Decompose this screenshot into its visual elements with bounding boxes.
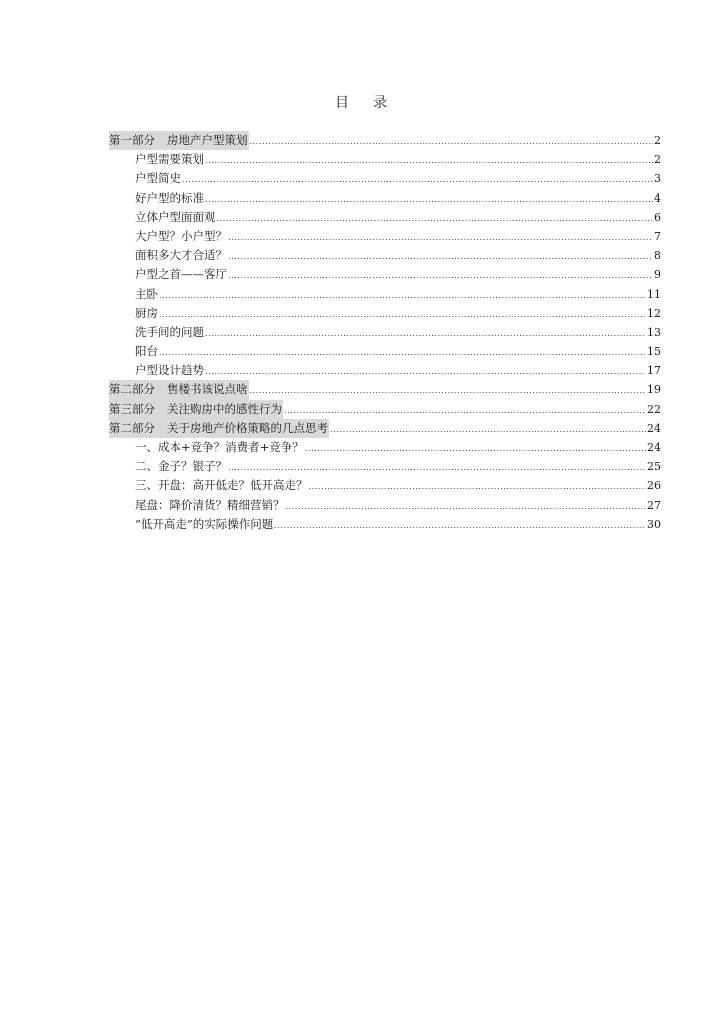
toc-entry-label <box>109 380 249 399</box>
toc-entry-label <box>135 169 181 188</box>
toc-entry-text: 阳台 <box>135 344 158 359</box>
toc-page-number: 3 <box>654 172 661 186</box>
toc-entry-text: 厨房 <box>135 305 158 320</box>
toc-section-entry[interactable] <box>109 227 661 246</box>
toc-page-number: 17 <box>647 364 661 378</box>
toc-entry-label <box>135 150 204 169</box>
toc-page-number: 24 <box>647 441 661 454</box>
dot-leader <box>205 324 646 343</box>
dot-leader <box>274 516 646 535</box>
toc-title-part1: 目 <box>335 95 351 111</box>
toc-page-number: 2 <box>654 134 661 147</box>
toc-page-number: 9 <box>654 268 661 282</box>
toc-part-prefix: 第一部分 <box>109 133 155 147</box>
toc-entry-text: 大户型？小户型？ <box>135 228 227 243</box>
toc-page-number: 6 <box>654 210 661 224</box>
toc-section-entry[interactable] <box>109 361 661 380</box>
toc-entry-label <box>135 208 216 227</box>
toc-section-entry[interactable] <box>109 169 661 188</box>
toc-entry-label <box>135 438 304 457</box>
toc-entry-label <box>135 265 227 284</box>
toc-entry-text: 户型需要策划 <box>135 152 204 167</box>
toc-entry-label <box>135 189 204 208</box>
toc-section-entry[interactable] <box>109 323 661 342</box>
dot-leader <box>305 439 646 458</box>
toc-section-entry[interactable] <box>109 342 661 361</box>
toc-part-prefix: 第二部分 <box>109 420 155 435</box>
toc-entry-label <box>109 131 249 150</box>
toc-entry-text: 立体户型面面观 <box>135 209 216 224</box>
toc-entry-text: 主卧 <box>135 286 158 301</box>
toc-entry-label <box>135 457 227 476</box>
dot-leader <box>250 381 647 400</box>
table-of-contents <box>109 131 661 534</box>
dot-leader <box>250 132 654 151</box>
toc-page-number: 25 <box>647 460 661 474</box>
toc-page-number: 19 <box>647 383 661 397</box>
toc-entry-label <box>135 496 285 515</box>
toc-entry-label <box>135 227 227 246</box>
toc-page-number: 7 <box>654 229 661 243</box>
toc-part-entry[interactable] <box>109 419 661 438</box>
dot-leader <box>284 401 646 420</box>
toc-part-prefix: 第二部分 <box>109 382 155 397</box>
toc-page-number: 27 <box>647 498 661 512</box>
toc-entry-label <box>135 476 308 495</box>
toc-entry-text: 关于房地产价格策略的几点思考 <box>167 420 328 435</box>
toc-title-part2: 录 <box>373 95 389 111</box>
toc-part-prefix: 第三部分 <box>109 401 155 416</box>
toc-entry-label <box>109 400 283 419</box>
dot-leader <box>159 286 646 305</box>
toc-entry-label <box>135 361 204 380</box>
toc-entry-label <box>135 342 158 361</box>
toc-section-entry[interactable] <box>109 304 661 323</box>
toc-page-number: 22 <box>647 402 661 416</box>
toc-page-number: 15 <box>647 345 661 359</box>
toc-entry-label <box>109 419 329 438</box>
dot-leader <box>286 497 647 516</box>
dot-leader <box>159 343 646 362</box>
toc-part-entry[interactable] <box>109 131 661 150</box>
dot-leader <box>205 190 653 209</box>
toc-section-entry[interactable] <box>109 189 661 208</box>
dot-leader <box>228 247 653 266</box>
toc-title <box>0 92 724 112</box>
toc-entry-text: 售楼书该说点啥 <box>167 382 248 397</box>
toc-entry-text: 房地产户型策划 <box>167 133 248 147</box>
toc-entry-text: 户型之首——客厅 <box>135 267 227 282</box>
toc-section-entry[interactable] <box>109 246 661 265</box>
toc-section-entry[interactable] <box>109 150 661 169</box>
dot-leader <box>217 209 654 228</box>
toc-entry-text: 三、开盘：高开低走？低开高走？ <box>135 478 308 493</box>
toc-entry-text: 尾盘：降价清货？精细营销？ <box>135 497 285 512</box>
dot-leader <box>228 228 653 247</box>
toc-section-entry[interactable] <box>109 457 661 476</box>
toc-entry-label <box>135 246 227 265</box>
toc-page-number: 30 <box>647 517 661 531</box>
toc-entry-text: 户型设计趋势 <box>135 363 204 378</box>
toc-page-number: 24 <box>647 421 661 435</box>
toc-entry-text: 关注购房中的感性行为 <box>167 401 282 416</box>
toc-section-entry[interactable] <box>109 515 661 534</box>
dot-leader <box>330 420 646 439</box>
toc-entry-label <box>135 304 158 323</box>
toc-section-entry[interactable] <box>109 438 661 457</box>
toc-page-number: 4 <box>654 191 661 205</box>
dot-leader <box>182 170 653 189</box>
toc-entry-text: 一、成本+竞争？消费者+竞争？ <box>135 440 304 454</box>
toc-page-number: 13 <box>647 325 661 339</box>
toc-entry-label <box>135 323 204 342</box>
toc-page-number: 2 <box>654 153 661 167</box>
toc-entry-text: 户型简史 <box>135 171 181 186</box>
toc-entry-text: “低开高走”的实际操作问题 <box>135 516 274 531</box>
toc-page-number: 11 <box>647 287 661 301</box>
toc-page-number: 26 <box>647 479 661 493</box>
toc-entry-text: 好户型的标准 <box>135 190 204 205</box>
toc-section-entry[interactable] <box>109 476 661 495</box>
toc-entry-label <box>135 515 273 534</box>
toc-section-entry[interactable] <box>109 265 661 284</box>
dot-leader <box>205 362 646 381</box>
toc-part-entry[interactable] <box>109 380 661 399</box>
toc-section-entry[interactable] <box>109 496 661 515</box>
toc-entry-label <box>135 285 158 304</box>
dot-leader <box>228 266 653 285</box>
toc-section-entry[interactable] <box>109 208 661 227</box>
toc-entry-text: 二、金子？银子？ <box>135 459 227 474</box>
toc-entry-text: 洗手间的问题 <box>135 324 204 339</box>
toc-entry-text: 面积多大才合适？ <box>135 248 227 263</box>
dot-leader <box>159 305 646 324</box>
toc-page-number: 12 <box>647 306 661 320</box>
toc-section-entry[interactable] <box>109 285 661 304</box>
toc-part-entry[interactable] <box>109 400 661 419</box>
toc-page-number: 8 <box>654 249 661 263</box>
dot-leader <box>228 458 646 477</box>
dot-leader <box>309 477 647 496</box>
dot-leader <box>205 151 653 170</box>
